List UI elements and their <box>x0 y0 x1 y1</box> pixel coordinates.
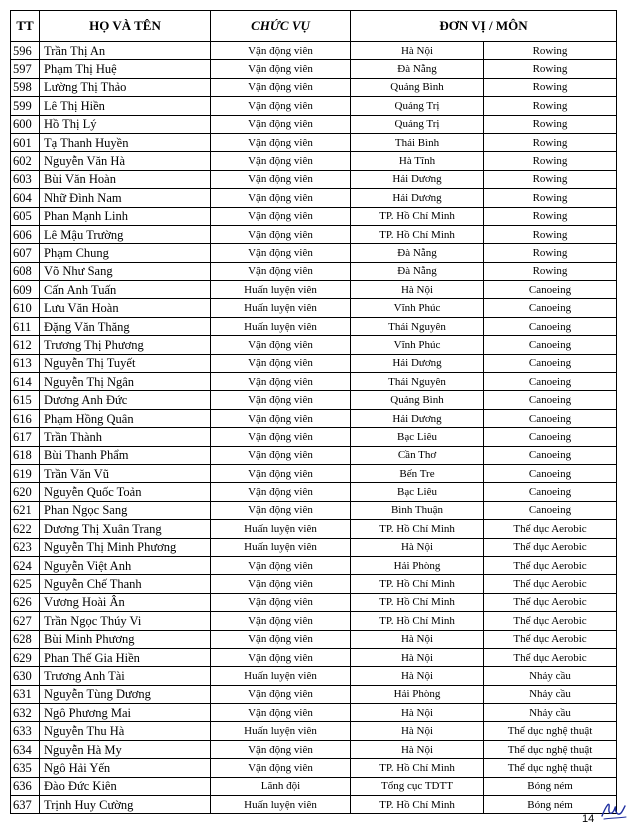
cell-name: Nguyễn Hà My <box>40 740 211 758</box>
cell-sport: Canoeing <box>484 501 617 519</box>
cell-name: Võ Như Sang <box>40 262 211 280</box>
cell-tt: 617 <box>11 428 40 446</box>
cell-sport: Rowing <box>484 170 617 188</box>
cell-sport: Rowing <box>484 60 617 78</box>
cell-tt: 605 <box>11 207 40 225</box>
cell-unit: TP. Hồ Chí Minh <box>351 593 484 611</box>
cell-name: Ngô Phương Mai <box>40 704 211 722</box>
cell-name: Nguyễn Quốc Toản <box>40 483 211 501</box>
document-sheet <box>10 10 617 814</box>
table-row <box>11 42 617 60</box>
cell-position: Vận động viên <box>211 42 351 60</box>
cell-name: Dương Anh Đức <box>40 391 211 409</box>
cell-unit: Hà Nội <box>351 722 484 740</box>
cell-position: Vận động viên <box>211 409 351 427</box>
cell-tt: 625 <box>11 575 40 593</box>
cell-sport: Rowing <box>484 133 617 151</box>
cell-unit: Hà Nội <box>351 42 484 60</box>
cell-sport: Thể dục Aerobic <box>484 648 617 666</box>
cell-unit: TP. Hồ Chí Minh <box>351 575 484 593</box>
cell-position: Vận động viên <box>211 115 351 133</box>
cell-unit: Hà Nội <box>351 281 484 299</box>
cell-tt: 616 <box>11 409 40 427</box>
cell-unit: Hải Dương <box>351 170 484 188</box>
cell-name: Trần Thành <box>40 428 211 446</box>
table-header-row <box>11 11 617 42</box>
cell-position: Vận động viên <box>211 262 351 280</box>
cell-name: Lường Thị Thảo <box>40 78 211 96</box>
cell-position: Vận động viên <box>211 556 351 574</box>
cell-tt: 598 <box>11 78 40 96</box>
cell-unit: Quảng Bình <box>351 391 484 409</box>
table-row <box>11 428 617 446</box>
cell-position: Vận động viên <box>211 612 351 630</box>
cell-name: Trịnh Huy Cường <box>40 796 211 814</box>
table-row <box>11 409 617 427</box>
cell-sport: Thể dục nghệ thuật <box>484 722 617 740</box>
cell-tt: 606 <box>11 225 40 243</box>
cell-unit: Hải Dương <box>351 189 484 207</box>
cell-unit: TP. Hồ Chí Minh <box>351 520 484 538</box>
table-row <box>11 60 617 78</box>
cell-position: Huấn luyện viên <box>211 722 351 740</box>
cell-unit: Đà Nẵng <box>351 262 484 280</box>
cell-name: Lê Thị Hiền <box>40 97 211 115</box>
cell-tt: 635 <box>11 759 40 777</box>
cell-sport: Canoeing <box>484 373 617 391</box>
cell-name: Bùi Văn Hoàn <box>40 170 211 188</box>
cell-name: Trương Anh Tài <box>40 667 211 685</box>
cell-position: Huấn luyện viên <box>211 299 351 317</box>
cell-position: Vận động viên <box>211 60 351 78</box>
cell-position: Vận động viên <box>211 575 351 593</box>
table-row <box>11 189 617 207</box>
cell-tt: 612 <box>11 336 40 354</box>
cell-tt: 603 <box>11 170 40 188</box>
cell-position: Vận động viên <box>211 464 351 482</box>
table-row <box>11 152 617 170</box>
cell-sport: Rowing <box>484 189 617 207</box>
cell-name: Phan Mạnh Linh <box>40 207 211 225</box>
cell-tt: 607 <box>11 244 40 262</box>
cell-name: Dương Thị Xuân Trang <box>40 520 211 538</box>
cell-sport: Thể dục Aerobic <box>484 520 617 538</box>
cell-tt: 604 <box>11 189 40 207</box>
cell-sport: Canoeing <box>484 281 617 299</box>
cell-tt: 601 <box>11 133 40 151</box>
cell-tt: 636 <box>11 777 40 795</box>
cell-name: Trần Văn Vũ <box>40 464 211 482</box>
cell-sport: Canoeing <box>484 483 617 501</box>
cell-name: Nhữ Đình Nam <box>40 189 211 207</box>
cell-unit: Bình Thuận <box>351 501 484 519</box>
table-row <box>11 170 617 188</box>
cell-tt: 627 <box>11 612 40 630</box>
cell-sport: Rowing <box>484 152 617 170</box>
cell-tt: 600 <box>11 115 40 133</box>
table-row <box>11 538 617 556</box>
cell-unit: Hà Tĩnh <box>351 152 484 170</box>
table-row <box>11 777 617 795</box>
table-row <box>11 648 617 666</box>
cell-sport: Rowing <box>484 78 617 96</box>
cell-unit: Bến Tre <box>351 464 484 482</box>
cell-unit: TP. Hồ Chí Minh <box>351 612 484 630</box>
cell-sport: Nhảy cầu <box>484 667 617 685</box>
cell-position: Vận động viên <box>211 207 351 225</box>
cell-name: Phạm Hồng Quân <box>40 409 211 427</box>
table-row <box>11 740 617 758</box>
cell-name: Phan Ngọc Sang <box>40 501 211 519</box>
cell-unit: Vĩnh Phúc <box>351 299 484 317</box>
table-body <box>11 42 617 814</box>
cell-tt: 614 <box>11 373 40 391</box>
cell-position: Vận động viên <box>211 428 351 446</box>
cell-name: Nguyễn Văn Hà <box>40 152 211 170</box>
cell-unit: Hà Nội <box>351 538 484 556</box>
cell-name: Nguyễn Chế Thanh <box>40 575 211 593</box>
table-row <box>11 483 617 501</box>
cell-tt: 621 <box>11 501 40 519</box>
cell-unit: Hải Dương <box>351 409 484 427</box>
cell-position: Vận động viên <box>211 336 351 354</box>
cell-position: Vận động viên <box>211 740 351 758</box>
cell-position: Huấn luyện viên <box>211 520 351 538</box>
cell-tt: 618 <box>11 446 40 464</box>
table-row <box>11 336 617 354</box>
cell-tt: 613 <box>11 354 40 372</box>
cell-unit: Thái Nguyên <box>351 373 484 391</box>
cell-tt: 630 <box>11 667 40 685</box>
cell-position: Vận động viên <box>211 225 351 243</box>
cell-position: Vận động viên <box>211 244 351 262</box>
header-position: CHỨC VỤ <box>211 11 351 42</box>
cell-unit: TP. Hồ Chí Minh <box>351 225 484 243</box>
cell-position: Vận động viên <box>211 152 351 170</box>
cell-name: Nguyễn Thị Minh Phương <box>40 538 211 556</box>
table-row <box>11 115 617 133</box>
cell-sport: Rowing <box>484 97 617 115</box>
cell-name: Hồ Thị Lý <box>40 115 211 133</box>
cell-unit: Bạc Liêu <box>351 483 484 501</box>
cell-tt: 637 <box>11 796 40 814</box>
table-row <box>11 133 617 151</box>
table-row <box>11 704 617 722</box>
cell-position: Vận động viên <box>211 391 351 409</box>
cell-position: Vận động viên <box>211 501 351 519</box>
cell-sport: Thể dục nghệ thuật <box>484 740 617 758</box>
cell-name: Lê Mậu Trường <box>40 225 211 243</box>
cell-sport: Rowing <box>484 225 617 243</box>
cell-sport: Thể dục Aerobic <box>484 575 617 593</box>
table-row <box>11 391 617 409</box>
table-row <box>11 520 617 538</box>
cell-name: Bùi Thanh Phẩm <box>40 446 211 464</box>
cell-name: Lưu Văn Hoàn <box>40 299 211 317</box>
table-row <box>11 722 617 740</box>
cell-name: Tạ Thanh Huyền <box>40 133 211 151</box>
cell-name: Phạm Thị Huệ <box>40 60 211 78</box>
table-row <box>11 281 617 299</box>
cell-name: Bùi Minh Phương <box>40 630 211 648</box>
cell-tt: 611 <box>11 317 40 335</box>
cell-unit: Hải Phòng <box>351 685 484 703</box>
cell-position: Vận động viên <box>211 648 351 666</box>
table-row <box>11 244 617 262</box>
cell-sport: Canoeing <box>484 317 617 335</box>
cell-name: Nguyễn Thị Tuyết <box>40 354 211 372</box>
cell-name: Nguyễn Thu Hà <box>40 722 211 740</box>
cell-sport: Nhảy cầu <box>484 685 617 703</box>
cell-unit: TP. Hồ Chí Minh <box>351 796 484 814</box>
cell-sport: Bóng ném <box>484 777 617 795</box>
table-row <box>11 299 617 317</box>
cell-sport: Canoeing <box>484 428 617 446</box>
cell-position: Vận động viên <box>211 759 351 777</box>
cell-tt: 629 <box>11 648 40 666</box>
cell-sport: Thể dục Aerobic <box>484 630 617 648</box>
cell-sport: Rowing <box>484 244 617 262</box>
table-row <box>11 207 617 225</box>
cell-sport: Bóng ném <box>484 796 617 814</box>
cell-sport: Rowing <box>484 115 617 133</box>
cell-unit: Hà Nội <box>351 704 484 722</box>
cell-position: Vận động viên <box>211 189 351 207</box>
cell-tt: 626 <box>11 593 40 611</box>
table-row <box>11 354 617 372</box>
header-unit: ĐƠN VỊ / MÔN <box>351 11 617 42</box>
cell-unit: Bạc Liêu <box>351 428 484 446</box>
cell-position: Vận động viên <box>211 630 351 648</box>
cell-name: Trần Ngọc Thúy Vi <box>40 612 211 630</box>
cell-position: Vận động viên <box>211 483 351 501</box>
cell-sport: Thể dục Aerobic <box>484 556 617 574</box>
cell-unit: Hà Nội <box>351 740 484 758</box>
cell-tt: 623 <box>11 538 40 556</box>
cell-sport: Canoeing <box>484 464 617 482</box>
cell-name: Nguyễn Việt Anh <box>40 556 211 574</box>
cell-sport: Canoeing <box>484 336 617 354</box>
cell-tt: 631 <box>11 685 40 703</box>
cell-name: Ngô Hải Yến <box>40 759 211 777</box>
cell-position: Vận động viên <box>211 446 351 464</box>
cell-position: Vận động viên <box>211 685 351 703</box>
page-number: 14 <box>582 813 595 825</box>
table-row <box>11 446 617 464</box>
cell-name: Nguyễn Tùng Dương <box>40 685 211 703</box>
cell-unit: Thái Bình <box>351 133 484 151</box>
table-row <box>11 685 617 703</box>
cell-position: Huấn luyện viên <box>211 667 351 685</box>
cell-tt: 608 <box>11 262 40 280</box>
cell-tt: 596 <box>11 42 40 60</box>
table-row <box>11 556 617 574</box>
cell-position: Vận động viên <box>211 97 351 115</box>
cell-position: Vận động viên <box>211 373 351 391</box>
cell-sport: Thể dục nghệ thuật <box>484 759 617 777</box>
cell-tt: 615 <box>11 391 40 409</box>
table-row <box>11 373 617 391</box>
cell-sport: Nhảy cầu <box>484 704 617 722</box>
table-row <box>11 317 617 335</box>
cell-tt: 620 <box>11 483 40 501</box>
cell-tt: 602 <box>11 152 40 170</box>
cell-unit: Hà Nội <box>351 630 484 648</box>
table-row <box>11 575 617 593</box>
cell-unit: TP. Hồ Chí Minh <box>351 207 484 225</box>
cell-name: Trương Thị Phương <box>40 336 211 354</box>
header-name: HỌ VÀ TÊN <box>40 11 211 42</box>
cell-unit: TP. Hồ Chí Minh <box>351 759 484 777</box>
cell-position: Vận động viên <box>211 704 351 722</box>
cell-name: Cấn Anh Tuấn <box>40 281 211 299</box>
table-row <box>11 464 617 482</box>
cell-sport: Rowing <box>484 207 617 225</box>
cell-unit: Hải Phòng <box>351 556 484 574</box>
cell-tt: 622 <box>11 520 40 538</box>
cell-unit: Đà Nẵng <box>351 244 484 262</box>
cell-tt: 634 <box>11 740 40 758</box>
cell-position: Huấn luyện viên <box>211 281 351 299</box>
cell-tt: 619 <box>11 464 40 482</box>
table-row <box>11 262 617 280</box>
table-row <box>11 78 617 96</box>
cell-position: Vận động viên <box>211 593 351 611</box>
cell-name: Đặng Văn Thăng <box>40 317 211 335</box>
cell-sport: Canoeing <box>484 409 617 427</box>
cell-sport: Canoeing <box>484 354 617 372</box>
cell-unit: Vĩnh Phúc <box>351 336 484 354</box>
table-row <box>11 225 617 243</box>
cell-tt: 628 <box>11 630 40 648</box>
header-tt: TT <box>11 11 40 42</box>
cell-sport: Thể dục Aerobic <box>484 593 617 611</box>
table-row <box>11 630 617 648</box>
cell-name: Trần Thị An <box>40 42 211 60</box>
cell-unit: Cần Thơ <box>351 446 484 464</box>
cell-sport: Thể dục Aerobic <box>484 612 617 630</box>
cell-unit: Quảng Trị <box>351 97 484 115</box>
cell-position: Lãnh đội <box>211 777 351 795</box>
table-row <box>11 667 617 685</box>
cell-unit: Thái Nguyên <box>351 317 484 335</box>
signature-mark <box>598 796 628 822</box>
cell-sport: Canoeing <box>484 299 617 317</box>
table-row <box>11 612 617 630</box>
cell-tt: 599 <box>11 97 40 115</box>
cell-position: Vận động viên <box>211 78 351 96</box>
cell-position: Vận động viên <box>211 354 351 372</box>
table-row <box>11 97 617 115</box>
cell-unit: Tổng cục TDTT <box>351 777 484 795</box>
table-row <box>11 796 617 814</box>
cell-tt: 624 <box>11 556 40 574</box>
cell-sport: Canoeing <box>484 446 617 464</box>
cell-unit: Hải Dương <box>351 354 484 372</box>
cell-sport: Rowing <box>484 42 617 60</box>
roster-table <box>10 10 617 814</box>
cell-unit: Quảng Trị <box>351 115 484 133</box>
table-row <box>11 501 617 519</box>
cell-name: Phạm Chung <box>40 244 211 262</box>
cell-unit: Hà Nội <box>351 648 484 666</box>
cell-sport: Thể dục Aerobic <box>484 538 617 556</box>
cell-tt: 610 <box>11 299 40 317</box>
cell-sport: Canoeing <box>484 391 617 409</box>
table-row <box>11 593 617 611</box>
cell-unit: Hà Nội <box>351 667 484 685</box>
cell-name: Vương Hoài Ân <box>40 593 211 611</box>
cell-name: Đào Đức Kiên <box>40 777 211 795</box>
cell-tt: 632 <box>11 704 40 722</box>
cell-sport: Rowing <box>484 262 617 280</box>
cell-tt: 597 <box>11 60 40 78</box>
cell-tt: 609 <box>11 281 40 299</box>
cell-position: Huấn luyện viên <box>211 538 351 556</box>
cell-position: Huấn luyện viên <box>211 317 351 335</box>
cell-position: Huấn luyện viên <box>211 796 351 814</box>
cell-position: Vận động viên <box>211 133 351 151</box>
table-row <box>11 759 617 777</box>
cell-unit: Quảng Bình <box>351 78 484 96</box>
cell-name: Nguyễn Thị Ngân <box>40 373 211 391</box>
cell-position: Vận động viên <box>211 170 351 188</box>
cell-tt: 633 <box>11 722 40 740</box>
cell-unit: Đà Nẵng <box>351 60 484 78</box>
cell-name: Phan Thế Gia Hiền <box>40 648 211 666</box>
